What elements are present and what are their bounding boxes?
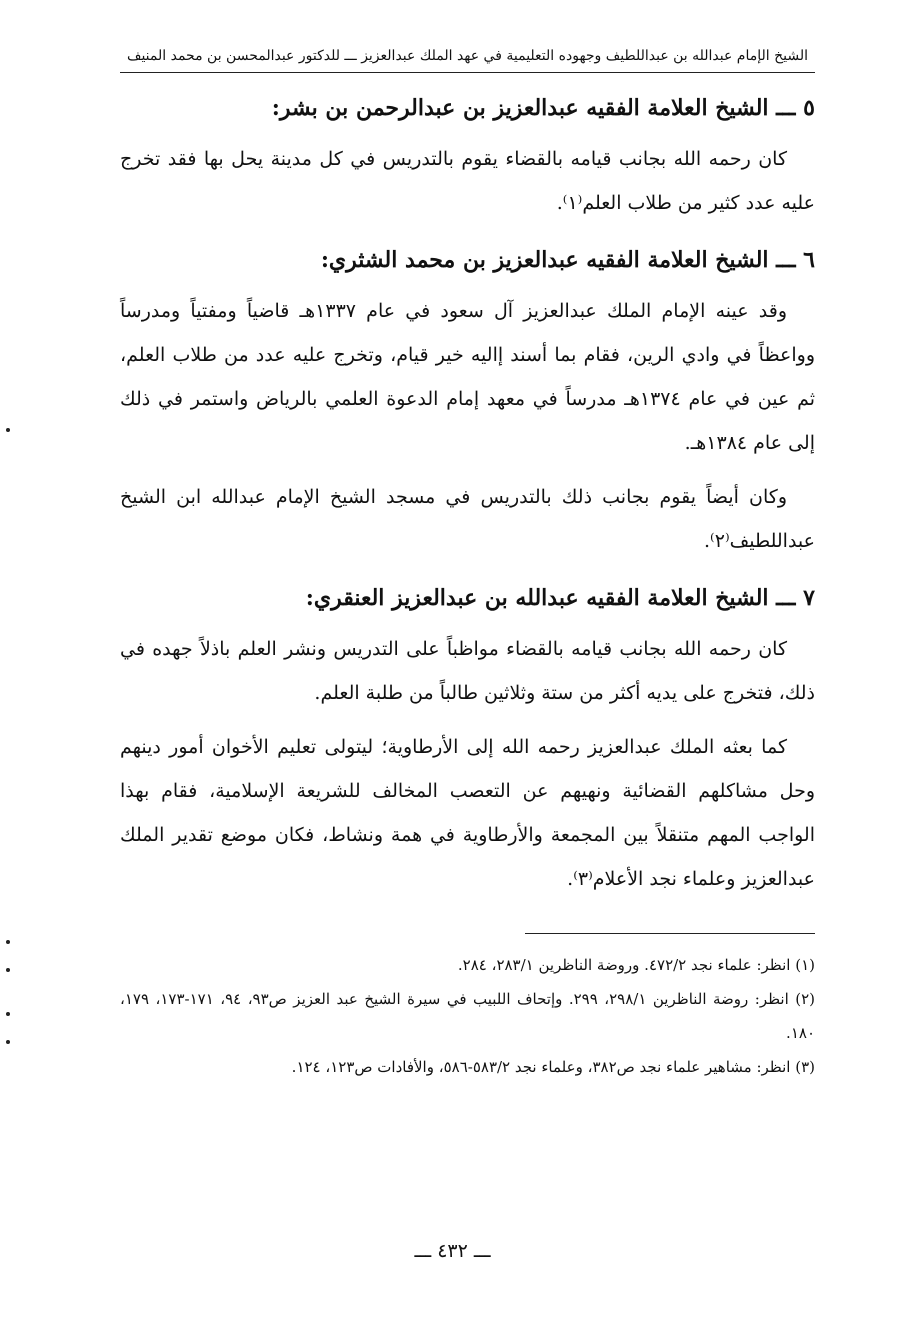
- margin-mark-dot: [6, 1040, 10, 1044]
- margin-mark-dot: [6, 1012, 10, 1016]
- section-7-paragraph-1: كان رحمه الله بجانب قيامه بالقضاء مواظباً على التدريس ونشر العلم باذلاً جهده في ذلك، فتخرج على يديه أكثر من ستة وثلاثين طالباً من طلبة العلم.: [120, 638, 815, 704]
- section-heading-7: ٧ ـــ الشيخ العلامة الفقيه عبدالله بن عبدالعزيز العنقري:: [305, 585, 815, 611]
- section-heading-5: ٥ ـــ الشيخ العلامة الفقيه عبدالعزيز بن عبدالرحمن بن بشر:: [271, 95, 815, 121]
- footnote-3: (٣) انظر: مشاهير علماء نجد ص٣٨٢، وعلماء نجد ٥٨٣/٢-٥٨٦، والأفادات ص١٢٣، ١٢٤.: [291, 1058, 815, 1076]
- footnote-1: (١) انظر: علماء نجد ٤٧٢/٢. وروضة الناظرين ٢٨٣/١، ٢٨٤.: [457, 956, 815, 974]
- section-5-paragraph-1: كان رحمه الله بجانب قيامه بالقضاء يقوم بالتدريس في كل مدينة يحل بها فقد تخرج عليه عدد كثير من طلاب العلم⁽١⁾.: [120, 148, 815, 214]
- page-number: ـــ ٤٣٢ ـــ: [414, 1240, 491, 1262]
- margin-mark-dot: [6, 428, 10, 432]
- section-6-paragraph-2: وكان أيضاً يقوم بجانب ذلك بالتدريس في مسجد الشيخ الإمام عبدالله ابن الشيخ عبداللطيف⁽٢⁾.: [120, 486, 815, 552]
- section-6-paragraph-1: وقد عينه الإمام الملك عبدالعزيز آل سعود في عام ١٣٣٧هـ قاضياً ومفتياً ومدرساً وواعظاً في وادي الرين، فقام بما أسند إاليه خير قيام، وتخرج عليه عدد من طلاب العلم، ثم عين في عام ١٣٧٤هـ مدرساً في معهد إمام الدعوة العلمي بالرياض واستمر في ذلك إلى عام ١٣٨٤هـ.: [120, 300, 815, 454]
- footnote-divider: [525, 933, 815, 934]
- margin-mark-dot: [6, 940, 10, 944]
- margin-mark-dot: [6, 968, 10, 972]
- footnote-2: (٢) انظر: روضة الناظرين ٢٩٨/١، ٢٩٩. وإتحاف اللبيب في سيرة الشيخ عبد العزيز ص٩٣، ٩٤، ١٧١-١٧٣، ١٧٩، ١٨٠.: [120, 990, 816, 1042]
- running-header: الشيخ الإمام عبدالله بن عبداللطيف وجهوده التعليمية في عهد الملك عبدالعزيز ـــ للدكتور عبدالمحسن بن محمد المنيف: [120, 48, 815, 73]
- section-heading-6: ٦ ـــ الشيخ العلامة الفقيه عبدالعزيز بن محمد الشثري:: [320, 247, 815, 273]
- section-7-paragraph-2: كما بعثه الملك عبدالعزيز رحمه الله إلى الأرطاوية؛ ليتولى تعليم الأخوان أمور دينهم وحل مشاكلهم القضائية ونهيهم عن التعصب المخالف للشريعة الإسلامية، فقام بهذا الواجب المهم متنقلاً بين المجمعة والأرطاوية في همة ونشاط، فكان موضع تقدير الملك عبدالعزيز وعلماء نجد الأعلام⁽٣⁾.: [120, 736, 815, 890]
- document-page: [120, 48, 815, 1084]
